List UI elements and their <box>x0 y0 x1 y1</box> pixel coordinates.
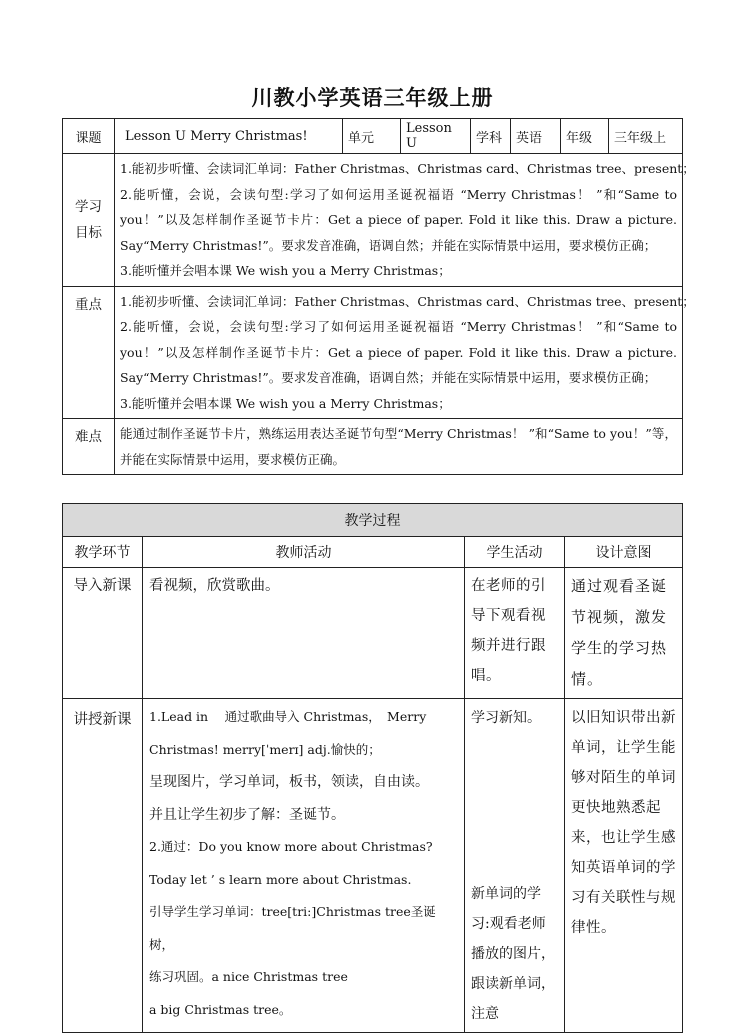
key-point-line-1: 1.能初步听懂、会读词汇单词：Father Christmas、Christmas card、Christmas tree、present； <box>120 293 695 309</box>
teacher-line-2: Christmas! merry[ˈmerɪ] adj.愉快的； <box>149 741 381 757</box>
grade-value: 三年级上 <box>609 119 683 154</box>
process-section-title: 教学过程 <box>63 504 683 537</box>
stage-new-lesson: 讲授新课 <box>63 699 143 1033</box>
objectives-content <box>115 154 695 287</box>
student-new-lesson <box>465 699 565 1033</box>
teacher-line-3: 呈现图片，学习单词，板书，领读，自由读。 <box>149 774 429 790</box>
teacher-line-5: 2.通过：Do you know more about Christmas? <box>149 839 433 854</box>
teacher-line-1: 1.Lead in 通过歌曲导入 Christmas， Merry <box>149 709 427 724</box>
topic-value: Lesson U Merry Christmas! <box>115 119 343 154</box>
teacher-line-4: 并且让学生初步了解：圣诞节。 <box>149 806 345 823</box>
intent-intro: 通过观看圣诞节视频，激发学生的学习热情。 <box>565 568 683 699</box>
teacher-line-8: 练习巩固。a nice Christmas tree <box>149 969 348 984</box>
intent-new-lesson: 以旧知识带出新单词，让学生能够对陌生的单词更快地熟悉起来，也让学生感知英语单词的学习有关联性与规律性。 <box>565 699 683 1033</box>
lesson-info-table <box>62 118 695 475</box>
key-point-line-2: 2.能听懂，会说，会读句型:学习了如何运用圣诞祝福语 “Merry Christmas！ ”和“Same to you！”以及怎样制作圣诞节卡片：Get a piece of paper. Fold it like this. Draw a picture. Say“Merry Christmas!”。要求发音准确，语调自然；并能在实际情景中运用，要求模仿正确； <box>120 319 677 385</box>
objective-line-1: 1.能初步听懂、会读词汇单词：Father Christmas、Christmas card、Christmas tree、present； <box>120 161 695 176</box>
difficulty-row <box>63 419 683 475</box>
header-stage: 教学环节 <box>63 537 143 568</box>
difficulty-label: 难点 <box>63 419 115 475</box>
unit-label: 单元 <box>343 119 401 154</box>
objectives-label-1: 学习 <box>75 198 102 215</box>
difficulty-content <box>115 419 683 475</box>
teacher-new-lesson <box>143 699 465 1033</box>
objective-line-2: 2.能听懂，会说，会读句型:学习了如何运用圣诞祝福语 “Merry Christmas！ ”和“Same to you！”以及怎样制作圣诞节卡片：Get a piece of paper. Fold it like this. Draw a picture. Say“Merry Christmas!”。要求发音准确，语调自然；并能在实际情景中运用，要求模仿正确； <box>120 186 677 253</box>
grade-label: 年级 <box>561 119 609 154</box>
subject-value: 英语 <box>511 119 561 154</box>
stage-intro: 导入新课 <box>63 568 143 699</box>
process-section-row <box>63 504 683 537</box>
objectives-label-2: 目标 <box>75 224 102 241</box>
student-new-lesson-a: 学习新知。 <box>471 710 541 726</box>
teacher-intro: 看视频，欣赏歌曲。 <box>143 568 465 699</box>
objectives-row <box>63 154 683 287</box>
key-points-content <box>115 286 695 419</box>
process-row-new-lesson <box>63 699 683 1033</box>
key-points-row <box>63 286 683 419</box>
objectives-label <box>63 154 115 287</box>
info-row <box>63 119 683 154</box>
header-student: 学生活动 <box>465 537 565 568</box>
teacher-line-7: 引导学生学习单词：tree[tri:]Christmas tree圣诞树， <box>149 904 436 952</box>
difficulty-text: 能通过制作圣诞节卡片，熟练运用表达圣诞节句型“Merry Christmas！ ”和“Same to you！”等，并能在实际情景中运用，要求模仿正确。 <box>120 426 677 467</box>
header-teacher: 教师活动 <box>143 537 465 568</box>
header-intent: 设计意图 <box>565 537 683 568</box>
subject-label: 学科 <box>471 119 511 154</box>
key-points-label: 重点 <box>63 286 115 419</box>
unit-value: Lesson U <box>401 119 471 154</box>
topic-label: 课题 <box>63 119 115 154</box>
student-new-lesson-b: 新单词的学习:观看老师播放的图片，跟读新单词，注意 <box>471 886 555 1022</box>
page-title: 川教小学英语三年级上册 <box>251 86 494 110</box>
teaching-process-table <box>62 503 683 1033</box>
teacher-line-6: Today let ’ s learn more about Christmas. <box>149 871 412 887</box>
student-intro: 在老师的引导下观看视频并进行跟唱。 <box>465 568 565 699</box>
objective-line-3: 3.能听懂并会唱本课 We wish you a Merry Christmas； <box>120 263 451 278</box>
teacher-line-9: a big Christmas tree。 <box>149 1001 292 1017</box>
key-point-line-3: 3.能听懂并会唱本课 We wish you a Merry Christmas； <box>120 395 451 411</box>
process-row-intro <box>63 568 683 699</box>
process-header-row <box>63 537 683 568</box>
